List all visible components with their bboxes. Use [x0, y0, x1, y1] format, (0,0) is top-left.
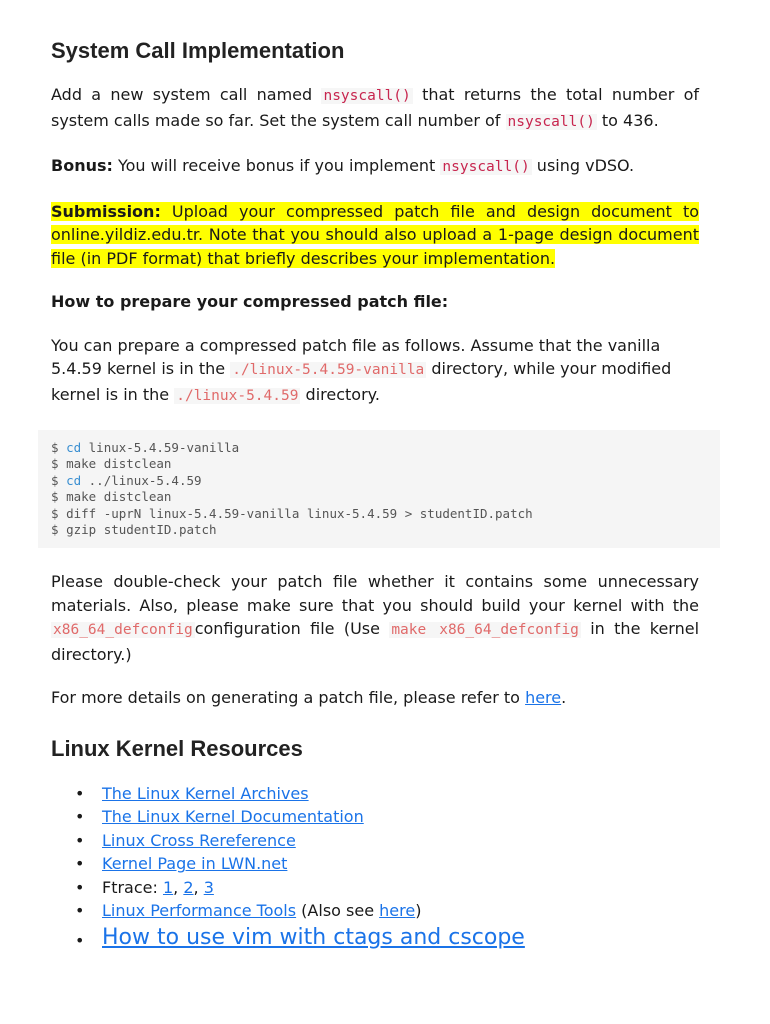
resources-list [51, 782, 699, 953]
code-vanilla-dir: ./linux-5.4.59-vanilla [232, 362, 425, 378]
howto-heading [51, 290, 699, 314]
intro-text-3: to 436. [596, 110, 659, 130]
link-perf-tools[interactable]: Linux Performance Tools [102, 901, 297, 921]
submission-label: Submission: [51, 201, 161, 221]
bullet: • [75, 830, 85, 850]
intro-text-1: Add a new system call named [51, 85, 322, 104]
perf-text-1: (Also see [296, 901, 380, 921]
list-item [51, 899, 699, 923]
more-details-paragraph [51, 686, 699, 710]
submission-text: Upload your compressed patch file and design document to online.yildiz.edu.tr. Note that you should also upload a 1-page design document file (in PDF format) that briefly describes your implementation. [51, 201, 699, 268]
link-ftrace-2[interactable]: 2 [183, 877, 194, 897]
code-defconfig: x86_64_defconfig [53, 622, 193, 639]
separator: , [173, 877, 184, 897]
submission-highlight [51, 202, 699, 268]
shell-code-block [38, 430, 720, 548]
code-line: $ diff -uprN linux-5.4.59-vanilla linux-5.4.59 > studentID.patch [51, 505, 533, 521]
howto-heading-text: How to prepare your compressed patch file: [51, 292, 449, 311]
section-title-resources: Linux Kernel Resources [51, 735, 303, 761]
ftrace-label: Ftrace: [102, 877, 163, 897]
check-text-1: Please double-check your patch file whether it contains some unnecessary materials. Also, please make sure that you should build your kernel with the [51, 572, 699, 615]
code-make-defconfig: make x86_64_defconfig [391, 622, 579, 639]
link-perf-here[interactable]: here [379, 901, 416, 921]
link-lwn[interactable]: Kernel Page in LWN.net [102, 854, 288, 874]
link-ftrace-1[interactable]: 1 [162, 877, 174, 897]
prepare-paragraph [51, 334, 699, 409]
more-text-1: For more details on generating a patch file, please refer to [51, 688, 526, 708]
code-nsyscall: nsyscall() [442, 159, 530, 175]
list-item [51, 829, 699, 853]
bullet: • [75, 901, 85, 921]
list-item [51, 805, 699, 829]
list-item [51, 852, 699, 876]
code-line: $ make distclean [51, 489, 172, 505]
bonus-label: Bonus: [51, 156, 113, 175]
intro-paragraph [51, 83, 699, 134]
prepare-text-2: directory, while your modified kernel is in the [51, 359, 672, 404]
more-text-2: . [561, 688, 567, 708]
bonus-paragraph [51, 154, 699, 180]
check-text-3: in the kernel directory.) [51, 619, 700, 664]
bonus-text-1: You will receive bonus if you implement [112, 156, 441, 175]
link-ftrace-3[interactable]: 3 [203, 877, 214, 897]
bullet: • [75, 930, 85, 950]
submission-paragraph [51, 200, 699, 271]
list-item [51, 923, 699, 953]
intro-text-2: that returns the total number of system calls made so far. Set the system call number of [51, 85, 699, 130]
list-item [51, 782, 699, 806]
code-line: $ make distclean [51, 456, 172, 472]
bullet: • [75, 877, 85, 897]
code-nsyscall: nsyscall() [507, 113, 595, 130]
prepare-text-3: directory. [300, 384, 380, 404]
bonus-text-2: using vDSO. [531, 156, 635, 175]
section-title-system-call: System Call Implementation [51, 38, 345, 63]
code-modified-dir: ./linux-5.4.59 [176, 387, 299, 404]
link-cross-reference[interactable]: Linux Cross Rereference [102, 830, 296, 850]
check-paragraph [51, 570, 699, 666]
prepare-text-1: You can prepare a compressed patch file as follows. Assume that the vanilla 5.4.59 kernel is in the [51, 335, 661, 378]
list-item [51, 876, 699, 900]
code-line: $ cd linux-5.4.59-vanilla [51, 440, 240, 455]
bullet: • [75, 783, 85, 803]
link-kernel-documentation[interactable]: The Linux Kernel Documentation [102, 807, 364, 827]
link-kernel-archives[interactable]: The Linux Kernel Archives [102, 783, 309, 803]
bullet: • [75, 854, 85, 874]
perf-text-2: ) [415, 901, 422, 921]
code-line: $ gzip studentID.patch [51, 522, 217, 538]
check-text-2: configuration file (Use [194, 619, 390, 639]
bullet: • [75, 807, 85, 827]
code-nsyscall: nsyscall() [323, 88, 411, 104]
patch-details-link[interactable]: here [525, 688, 562, 708]
link-vim-ctags[interactable]: How to use vim with ctags and cscope [102, 924, 525, 950]
code-line: $ cd ../linux-5.4.59 [51, 472, 202, 488]
separator: , [193, 877, 204, 897]
